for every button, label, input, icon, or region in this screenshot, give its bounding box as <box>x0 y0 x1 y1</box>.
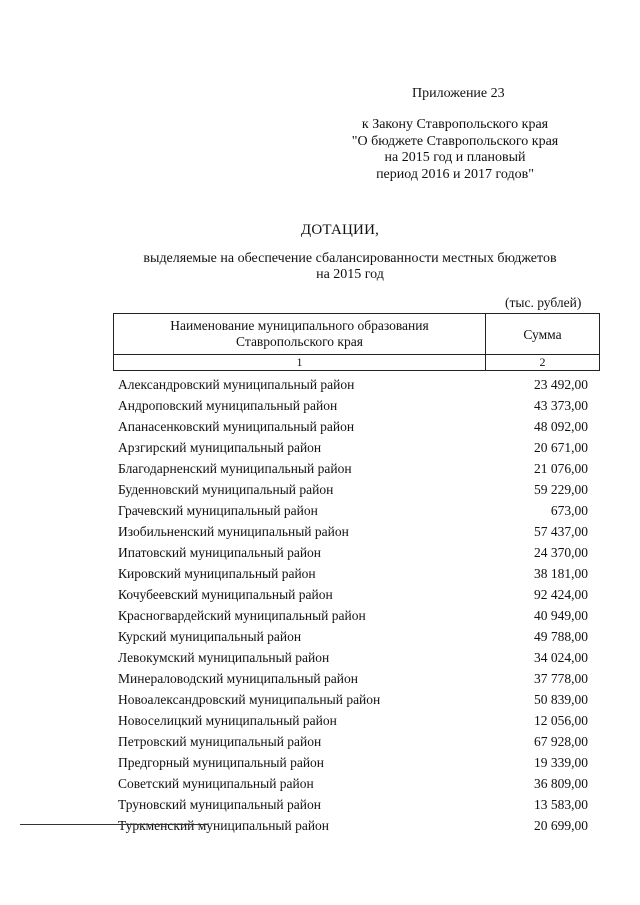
table-row <box>118 647 588 668</box>
row-amount: 38 181,00 <box>534 566 588 581</box>
law-reference-line: на 2015 год и плановый <box>384 150 526 165</box>
row-amount: 57 437,00 <box>534 524 588 539</box>
table-row <box>118 689 588 710</box>
law-reference-line: к Закону Ставропольского края <box>361 117 549 132</box>
table-row <box>118 374 588 395</box>
table-row <box>118 773 588 794</box>
subtitle-line: выделяемые на обеспечение сбалансированности местных бюджетов <box>143 251 557 266</box>
row-name: Курский муниципальный район <box>118 629 302 644</box>
row-name: Новоалександровский муниципальный район <box>118 692 381 707</box>
table-header <box>113 313 600 371</box>
row-name: Советский муниципальный район <box>118 776 314 791</box>
row-amount: 23 492,00 <box>534 377 588 392</box>
row-amount: 59 229,00 <box>534 482 588 497</box>
table-row <box>118 584 588 605</box>
row-amount: 20 699,00 <box>534 818 588 833</box>
row-amount: 673,00 <box>550 503 588 518</box>
row-name: Андроповский муниципальный район <box>118 398 338 413</box>
law-reference-line: период 2016 и 2017 годов" <box>376 166 534 182</box>
row-name: Кочубеевский муниципальный район <box>118 587 333 602</box>
appendix-title: Приложение 23 <box>412 86 505 101</box>
row-amount: 49 788,00 <box>534 629 588 644</box>
table-row <box>118 710 588 731</box>
row-name: Апанасенковский муниципальный район <box>118 419 355 434</box>
column-number-2: 2 <box>539 355 546 369</box>
row-name: Грачевский муниципальный район <box>118 503 318 518</box>
row-name: Туркменский муниципальный район <box>118 818 330 833</box>
row-name: Левокумский муниципальный район <box>118 650 330 665</box>
table-body <box>118 374 588 836</box>
units-label: (тыс. рублей) <box>505 295 582 310</box>
row-amount: 34 024,00 <box>534 650 588 665</box>
row-name: Труновский муниципальный район <box>118 797 321 812</box>
row-name: Александровский муниципальный район <box>118 377 355 392</box>
table-row <box>118 479 588 500</box>
table-row <box>118 626 588 647</box>
table-row <box>118 752 588 773</box>
document-subtitle <box>110 251 590 283</box>
row-name: Предгорный муниципальный район <box>118 755 325 770</box>
row-name: Арзгирский муниципальный район <box>118 440 322 455</box>
column-header-sum: Сумма <box>486 314 599 355</box>
row-amount: 21 076,00 <box>534 461 588 476</box>
row-name: Буденновский муниципальный район <box>118 482 334 497</box>
row-amount: 12 056,00 <box>534 713 588 728</box>
table-row <box>118 395 588 416</box>
column-header-name <box>114 314 486 355</box>
row-amount: 92 424,00 <box>534 587 588 602</box>
row-amount: 20 671,00 <box>534 440 588 455</box>
row-name: Петровский муниципальный район <box>118 734 322 749</box>
column-number-1: 1 <box>114 355 486 370</box>
subtitle-line: на 2015 год <box>316 267 384 282</box>
row-amount: 40 949,00 <box>534 608 588 623</box>
table-row <box>118 458 588 479</box>
table-row <box>118 521 588 542</box>
law-reference <box>330 117 580 183</box>
table-row <box>118 794 588 815</box>
row-name: Красногвардейский муниципальный район <box>118 608 366 623</box>
row-amount: 67 928,00 <box>534 734 588 749</box>
table-row <box>118 542 588 563</box>
row-amount: 13 583,00 <box>534 797 588 812</box>
table-row <box>118 668 588 689</box>
table-row <box>118 731 588 752</box>
table-row <box>118 605 588 626</box>
law-reference-line: "О бюджете Ставропольского края <box>351 133 559 149</box>
row-name: Благодарненский муниципальный район <box>118 461 352 476</box>
scan-strike-line <box>20 824 208 825</box>
row-name: Кировский муниципальный район <box>118 566 316 581</box>
row-amount: 37 778,00 <box>534 671 588 686</box>
table-row <box>118 437 588 458</box>
row-amount: 24 370,00 <box>534 545 588 560</box>
document-title: ДОТАЦИИ, <box>300 222 380 238</box>
row-name: Новоселицкий муниципальный район <box>118 713 337 728</box>
column-header-name-line: Наименование муниципального образования <box>170 318 429 333</box>
row-name: Ипатовский муниципальный район <box>118 545 322 560</box>
row-name: Изобильненский муниципальный район <box>118 524 349 539</box>
table-row <box>118 563 588 584</box>
table-row <box>118 500 588 521</box>
row-amount: 43 373,00 <box>534 398 588 413</box>
column-header-name-line: Ставропольского края <box>236 334 363 349</box>
row-amount: 50 839,00 <box>534 692 588 707</box>
table-row <box>118 416 588 437</box>
row-amount: 48 092,00 <box>534 419 588 434</box>
row-name: Минераловодский муниципальный район <box>118 671 358 686</box>
table-row <box>118 815 588 836</box>
row-amount: 36 809,00 <box>534 776 588 791</box>
row-amount: 19 339,00 <box>534 755 588 770</box>
